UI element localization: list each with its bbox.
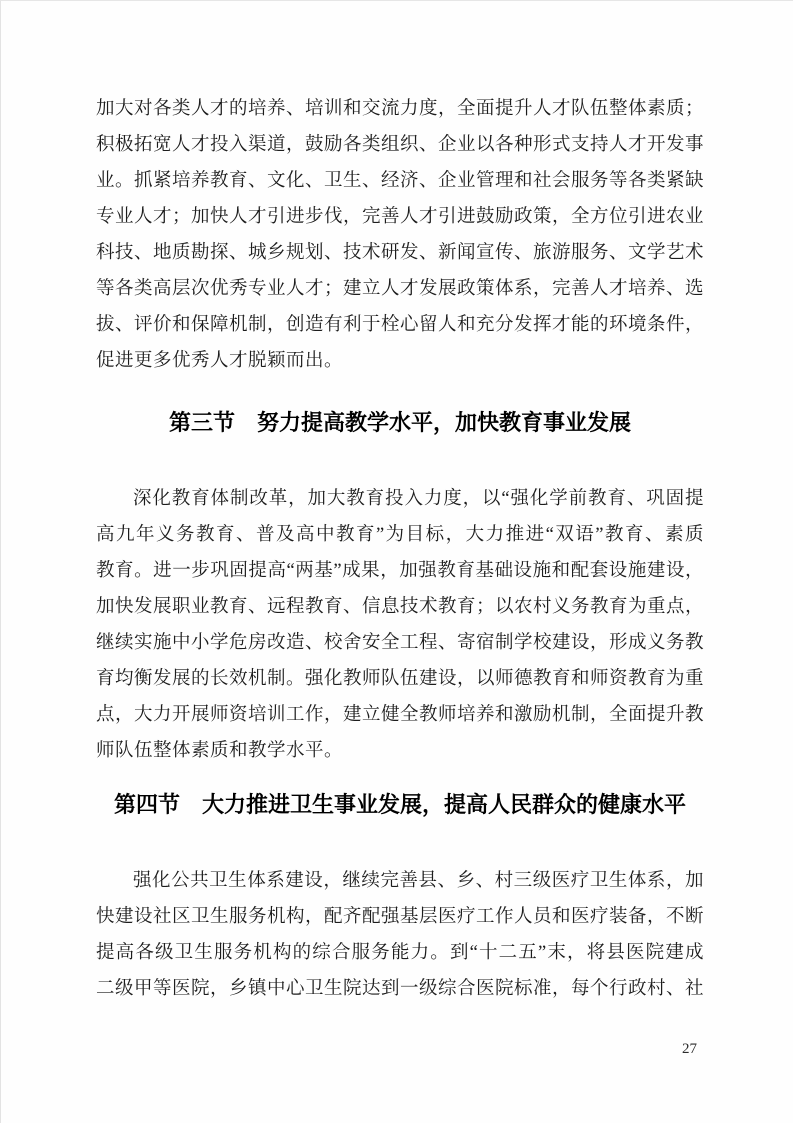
text-line: 继续实施中小学危房改造、校舍安全工程、寄宿制学校建设，形成义务教 [96, 633, 705, 653]
text-line: 等各类高层次优秀专业人才；建立人才发展政策体系，完善人才培养、选 [96, 279, 705, 299]
text-line: 二级甲等医院，乡镇中心卫生院达到一级综合医院标准，每个行政村、社 [96, 979, 705, 999]
text-line: 点，大力开展师资培训工作，建立健全教师培养和激励机制，全面提升教 [96, 705, 705, 725]
text-line: 科技、地质勘探、城乡规划、技术研发、新闻宣传、旅游服务、文学艺术 [96, 243, 705, 263]
section-3-heading: 第三节 努力提高教学水平，加快教育事业发展 [168, 410, 631, 435]
text-line: 专业人才；加快人才引进步伐，完善人才引进鼓励政策，全方位引进农业 [96, 207, 705, 227]
paragraph-talent [96, 91, 704, 379]
section-4-heading: 第四节 大力推进卫生事业发展，提高人民群众的健康水平 [113, 792, 686, 817]
text-line: 促进更多优秀人才脱颖而出。 [96, 351, 344, 371]
text-line: 提高各级卫生服务机构的综合服务能力。到“十二五”末，将县医院建成 [96, 943, 704, 963]
text-line: 深化教育体制改革，加大教育投入力度，以“强化学前教育、巩固提 [133, 489, 704, 509]
text-line: 快建设社区卫生服务机构，配齐配强基层医疗工作人员和医疗装备，不断 [96, 907, 705, 927]
text-line: 师队伍整体素质和教学水平。 [96, 741, 344, 761]
text-line: 业。抓紧培养教育、文化、卫生、经济、企业管理和社会服务等各类紧缺 [96, 171, 705, 191]
text-line: 教育。进一步巩固提高“两基”成果，加强教育基础设施和配套设施建设， [96, 561, 704, 581]
page-number: 27 [682, 1041, 697, 1057]
text-line: 加快发展职业教育、远程教育、信息技术教育；以农村义务教育为重点， [96, 597, 705, 617]
text-line: 积极拓宽人才投入渠道，鼓励各类组织、企业以各种形式支持人才开发事 [96, 135, 705, 155]
text-line: 强化公共卫生体系建设，继续完善县、乡、村三级医疗卫生体系，加 [133, 871, 704, 891]
paragraph-health [96, 863, 704, 1007]
text-line: 高九年义务教育、普及高中教育”为目标，大力推进“双语”教育、素质 [96, 525, 704, 545]
text-line: 拔、评价和保障机制，创造有利于栓心留人和充分发挥才能的环境条件， [96, 315, 705, 335]
paragraph-education [96, 481, 704, 769]
text-line: 育均衡发展的长效机制。强化教师队伍建设，以师德教育和师资教育为重 [96, 669, 705, 689]
text-line: 加大对各类人才的培养、培训和交流力度，全面提升人才队伍整体素质； [96, 99, 705, 119]
